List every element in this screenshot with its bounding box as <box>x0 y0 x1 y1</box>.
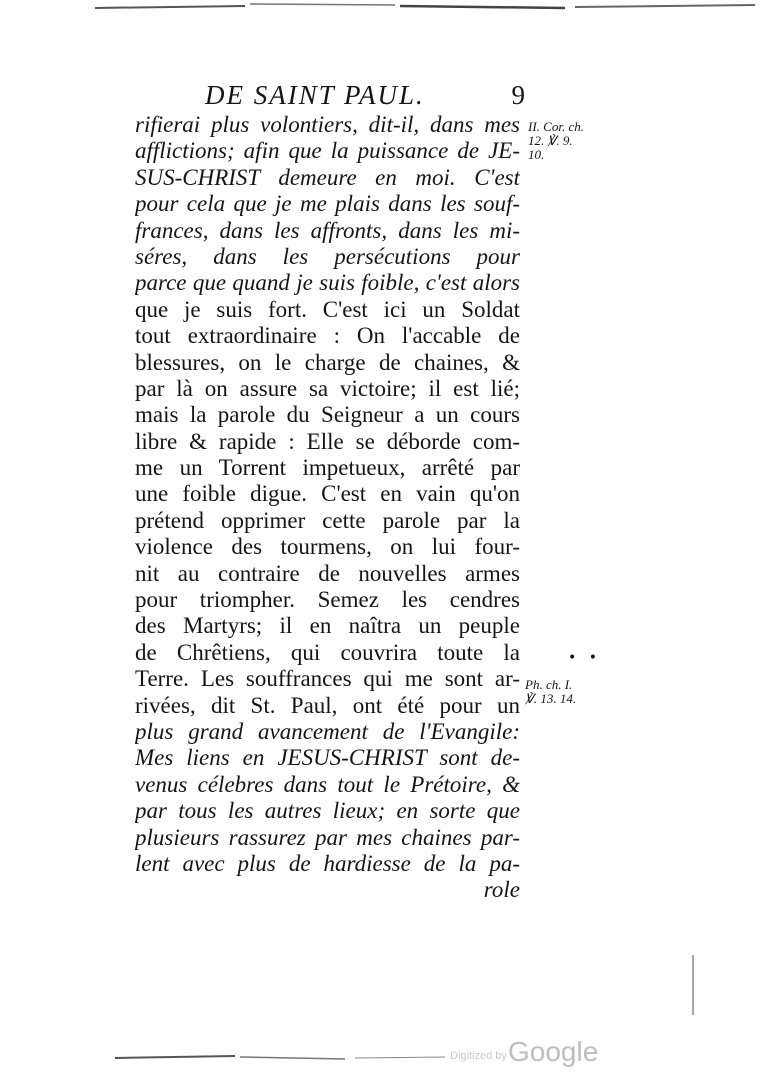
text-line: une foible digue. C'est en vain qu'on <box>135 481 520 507</box>
watermark <box>450 1036 600 1072</box>
margin-dots: • • <box>568 650 601 666</box>
margin-note-reference <box>528 120 598 162</box>
text-line: rifierai plus volontiers, dit-il, dans mes <box>135 112 520 137</box>
google-logo: Google <box>508 1036 599 1067</box>
watermark-prefix: Digitized by <box>450 1050 507 1062</box>
margin-note-line: 10. <box>528 147 545 162</box>
text-line: afflictions; afin que la puissance de JE- <box>135 138 520 164</box>
margin-note-line: Ph. ch. I. <box>525 677 573 692</box>
text-line: me un Torrent impetueux, arrêté par <box>135 455 520 481</box>
catchword: role <box>483 877 520 903</box>
running-head: DE SAINT PAUL. <box>205 80 425 110</box>
text-line: lent avec plus de hardiesse de la pa- <box>135 850 520 876</box>
text-line: par là on assure sa victoire; il est lié; <box>135 375 520 401</box>
text-line: pour cela que je me plais dans les souf- <box>135 191 520 217</box>
text-line: SUS-CHRIST demeure en moi. C'est <box>135 164 520 190</box>
text-line: mais la parole du Seigneur a un cours <box>135 402 520 428</box>
text-line: libre & rapide : Elle se déborde com- <box>135 428 520 454</box>
text-line: séres, dans les persécutions pour <box>135 243 520 269</box>
text-line: que je suis fort. C'est ici un Soldat <box>135 296 520 322</box>
margin-note-line: ℣. 13. 14. <box>525 691 577 706</box>
top-edge-marks <box>95 0 755 14</box>
page-number: 9 <box>511 80 525 110</box>
body-text <box>135 112 520 904</box>
text-line: venus célebres dans tout le Prétoire, & <box>135 771 520 797</box>
text-line: rivées, dit St. Paul, ont été pour un <box>135 692 520 718</box>
text-line: prétend opprimer cette parole par la <box>135 507 520 533</box>
margin-note-line: 12. ℣. 9. <box>528 133 573 148</box>
text-line: plusieurs rassurez par mes chaines par- <box>135 824 520 850</box>
text-line: des Martyrs; il en naîtra un peuple <box>135 613 520 639</box>
text-line: violence des tourmens, on lui four- <box>135 534 520 560</box>
margin-note-line: II. Cor. ch. <box>528 119 584 134</box>
text-line: plus grand avancement de l'Evangile: <box>135 718 520 744</box>
text-line: de Chrêtiens, qui couvrira toute la <box>135 639 520 665</box>
text-line: nit au contraire de nouvelles armes <box>135 560 520 586</box>
text-line: par tous les autres lieux; en sorte que <box>135 798 520 824</box>
text-line: Mes liens en JESUS-CHRIST sont de- <box>135 745 520 771</box>
text-line: parce que quand je suis foible, c'est alors <box>135 270 520 296</box>
text-line: tout extraordinaire : On l'accable de <box>135 323 520 349</box>
text-line: pour triompher. Semez les cendres <box>135 587 520 613</box>
text-line: blessures, on le charge de chaines, & <box>135 349 520 375</box>
text-line: frances, dans les affronts, dans les mi- <box>135 217 520 243</box>
right-edge-mark <box>690 955 696 1015</box>
text-line: Terre. Les souffrances qui me sont ar- <box>135 666 520 692</box>
page-header <box>205 80 525 116</box>
margin-note-reference <box>525 678 595 706</box>
